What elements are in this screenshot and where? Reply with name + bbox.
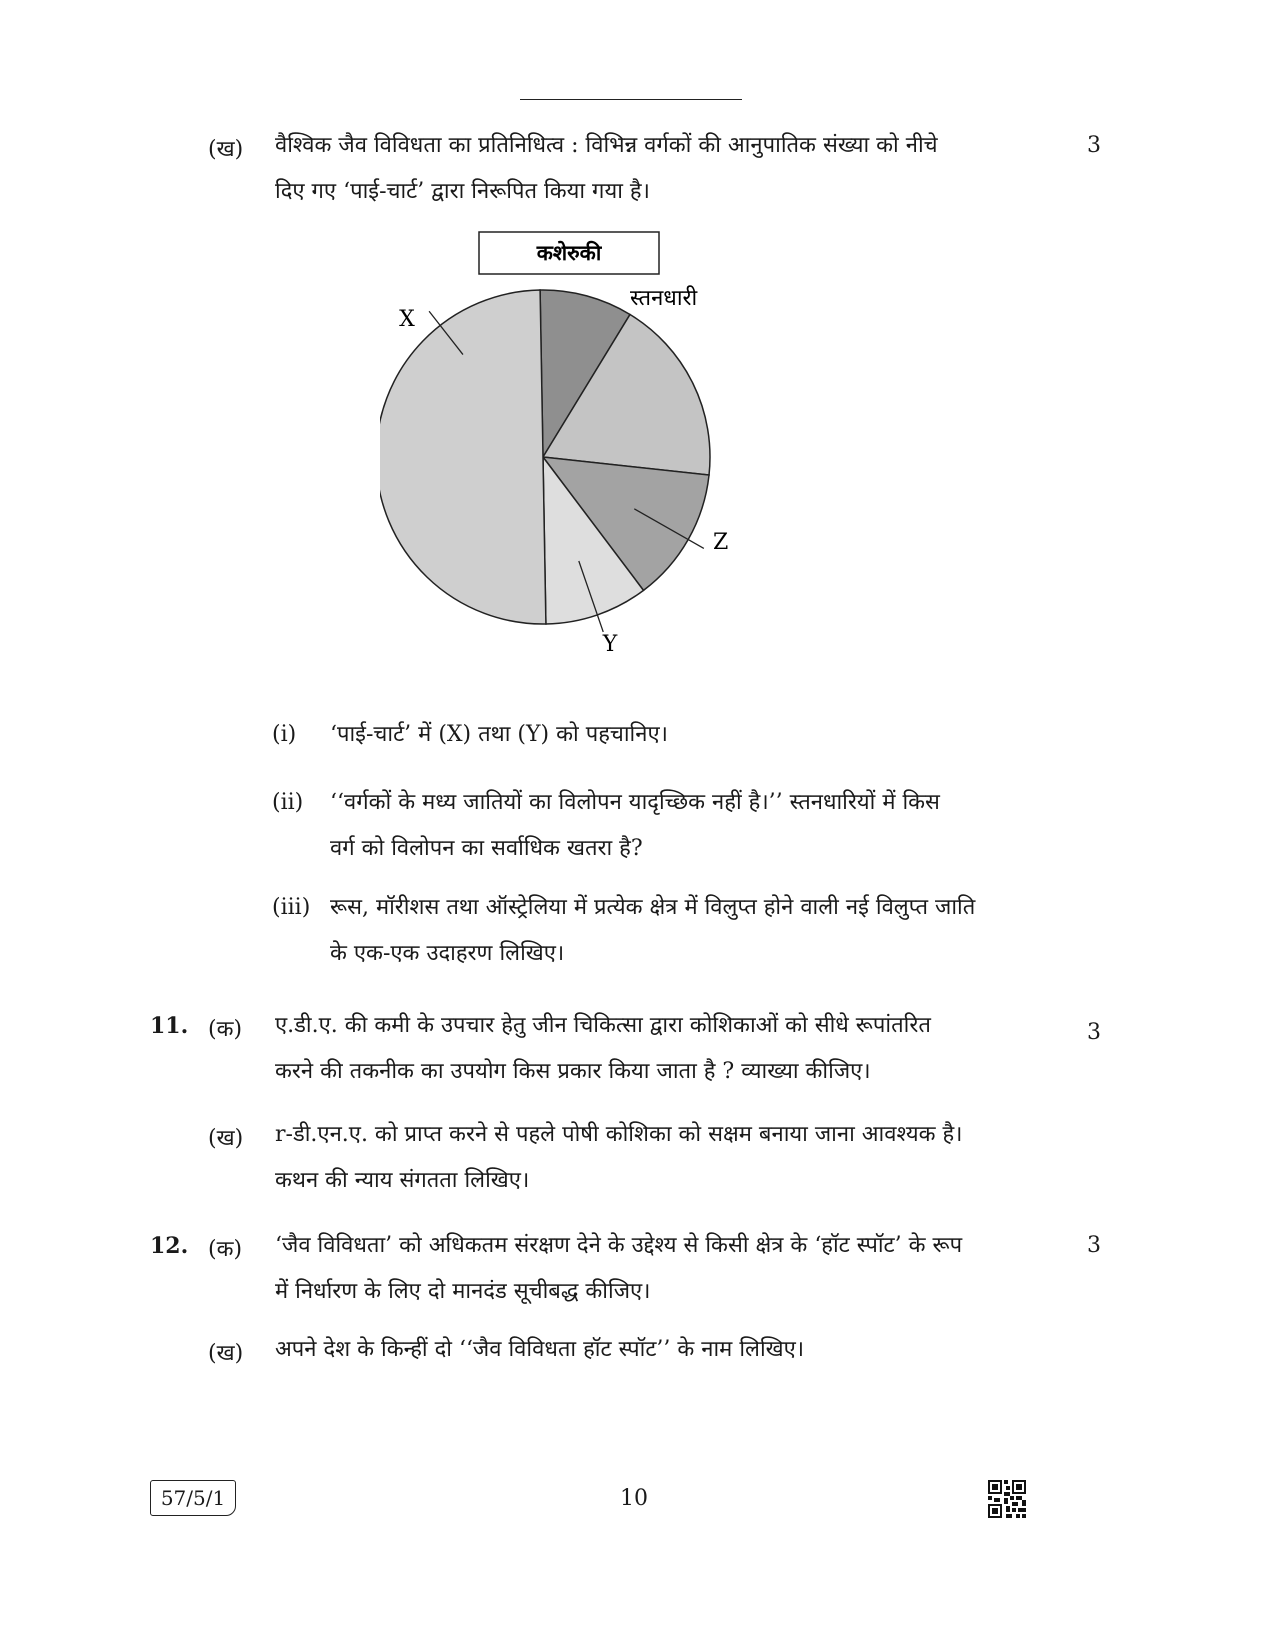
q10b-marks: 3 (1087, 133, 1101, 158)
subq-iii-label: (iii) (272, 895, 311, 920)
subq-i-label: (i) (272, 722, 297, 747)
subq-iii-line2: के एक-एक उदाहरण लिखिए। (330, 941, 565, 966)
q12a-label: (क) (208, 1237, 243, 1262)
paper-code: 57/5/1 (150, 1480, 236, 1516)
q11-marks: 3 (1087, 1020, 1101, 1045)
q11a-label: (क) (208, 1017, 243, 1042)
pie-label-2: Z (713, 530, 729, 555)
q12b-line1: अपने देश के किन्हीं दो ‘‘जैव विविधता हॉट स्पॉट’’ के नाम लिखिए। (275, 1337, 805, 1362)
pie-label-0: स्तनधारी (630, 286, 698, 311)
q11b-line1: r-डी.एन.ए. को प्राप्त करने से पहले पोषी कोशिका को सक्षम बनाया जाना आवश्यक है। (275, 1122, 963, 1147)
vertebrate-pie-chart (380, 225, 780, 685)
q12a-line2: में निर्धारण के लिए दो मानदंड सूचीबद्ध कीजिए। (275, 1279, 651, 1304)
q11b-label: (ख) (208, 1126, 244, 1151)
q10b-line2: दिए गए ‘पाई-चार्ट’ द्वारा निरूपित किया गया है। (275, 179, 650, 204)
q12b-label: (ख) (208, 1341, 244, 1366)
page-number: 10 (620, 1486, 648, 1511)
q12-number: 12. (150, 1233, 189, 1259)
top-rule (520, 99, 742, 100)
pie-label-4: X (399, 307, 415, 332)
chart-title: कशेरुकी (536, 241, 602, 265)
q11-number: 11. (150, 1013, 189, 1039)
subq-i-line1: ‘पाई-चार्ट’ में (X) तथा (Y) को पहचानिए। (330, 722, 668, 747)
q12-marks: 3 (1087, 1233, 1101, 1258)
q10b-line1: वैश्विक जैव विविधता का प्रतिनिधित्व : विभिन्न वर्गकों की आनुपातिक संख्या को नीचे (275, 133, 938, 158)
pie-slices (380, 290, 710, 624)
subq-ii-line2: वर्ग को विलोपन का सर्वाधिक खतरा है? (330, 836, 643, 861)
pie-label-3: Y (602, 632, 618, 657)
subq-iii-line1: रूस, मॉरीशस तथा ऑस्ट्रेलिया में प्रत्येक क्षेत्र में विलुप्त होने वाली नई विलुप्त जाति (330, 895, 976, 920)
pie-slice-4 (380, 290, 546, 624)
q12a-line1: ‘जैव विविधता’ को अधिकतम संरक्षण देने के उद्देश्य से किसी क्षेत्र के ‘हॉट स्पॉट’ के रूप (275, 1233, 963, 1258)
q11a-line1: ए.डी.ए. की कमी के उपचार हेतु जीन चिकित्सा द्वारा कोशिकाओं को सीधे रूपांतरित (275, 1013, 931, 1038)
subq-ii-line1: ‘‘वर्गकों के मध्य जातियों का विलोपन यादृच्छिक नहीं है।’’ स्तनधारियों में किस (330, 790, 940, 815)
subq-ii-label: (ii) (272, 790, 304, 815)
q11a-line2: करने की तकनीक का उपयोग किस प्रकार किया जाता है ? व्याख्या कीजिए। (275, 1059, 871, 1084)
q10b-label: (ख) (208, 137, 244, 162)
q11b-line2: कथन की न्याय संगतता लिखिए। (275, 1168, 530, 1193)
qr-code-icon (988, 1480, 1026, 1518)
